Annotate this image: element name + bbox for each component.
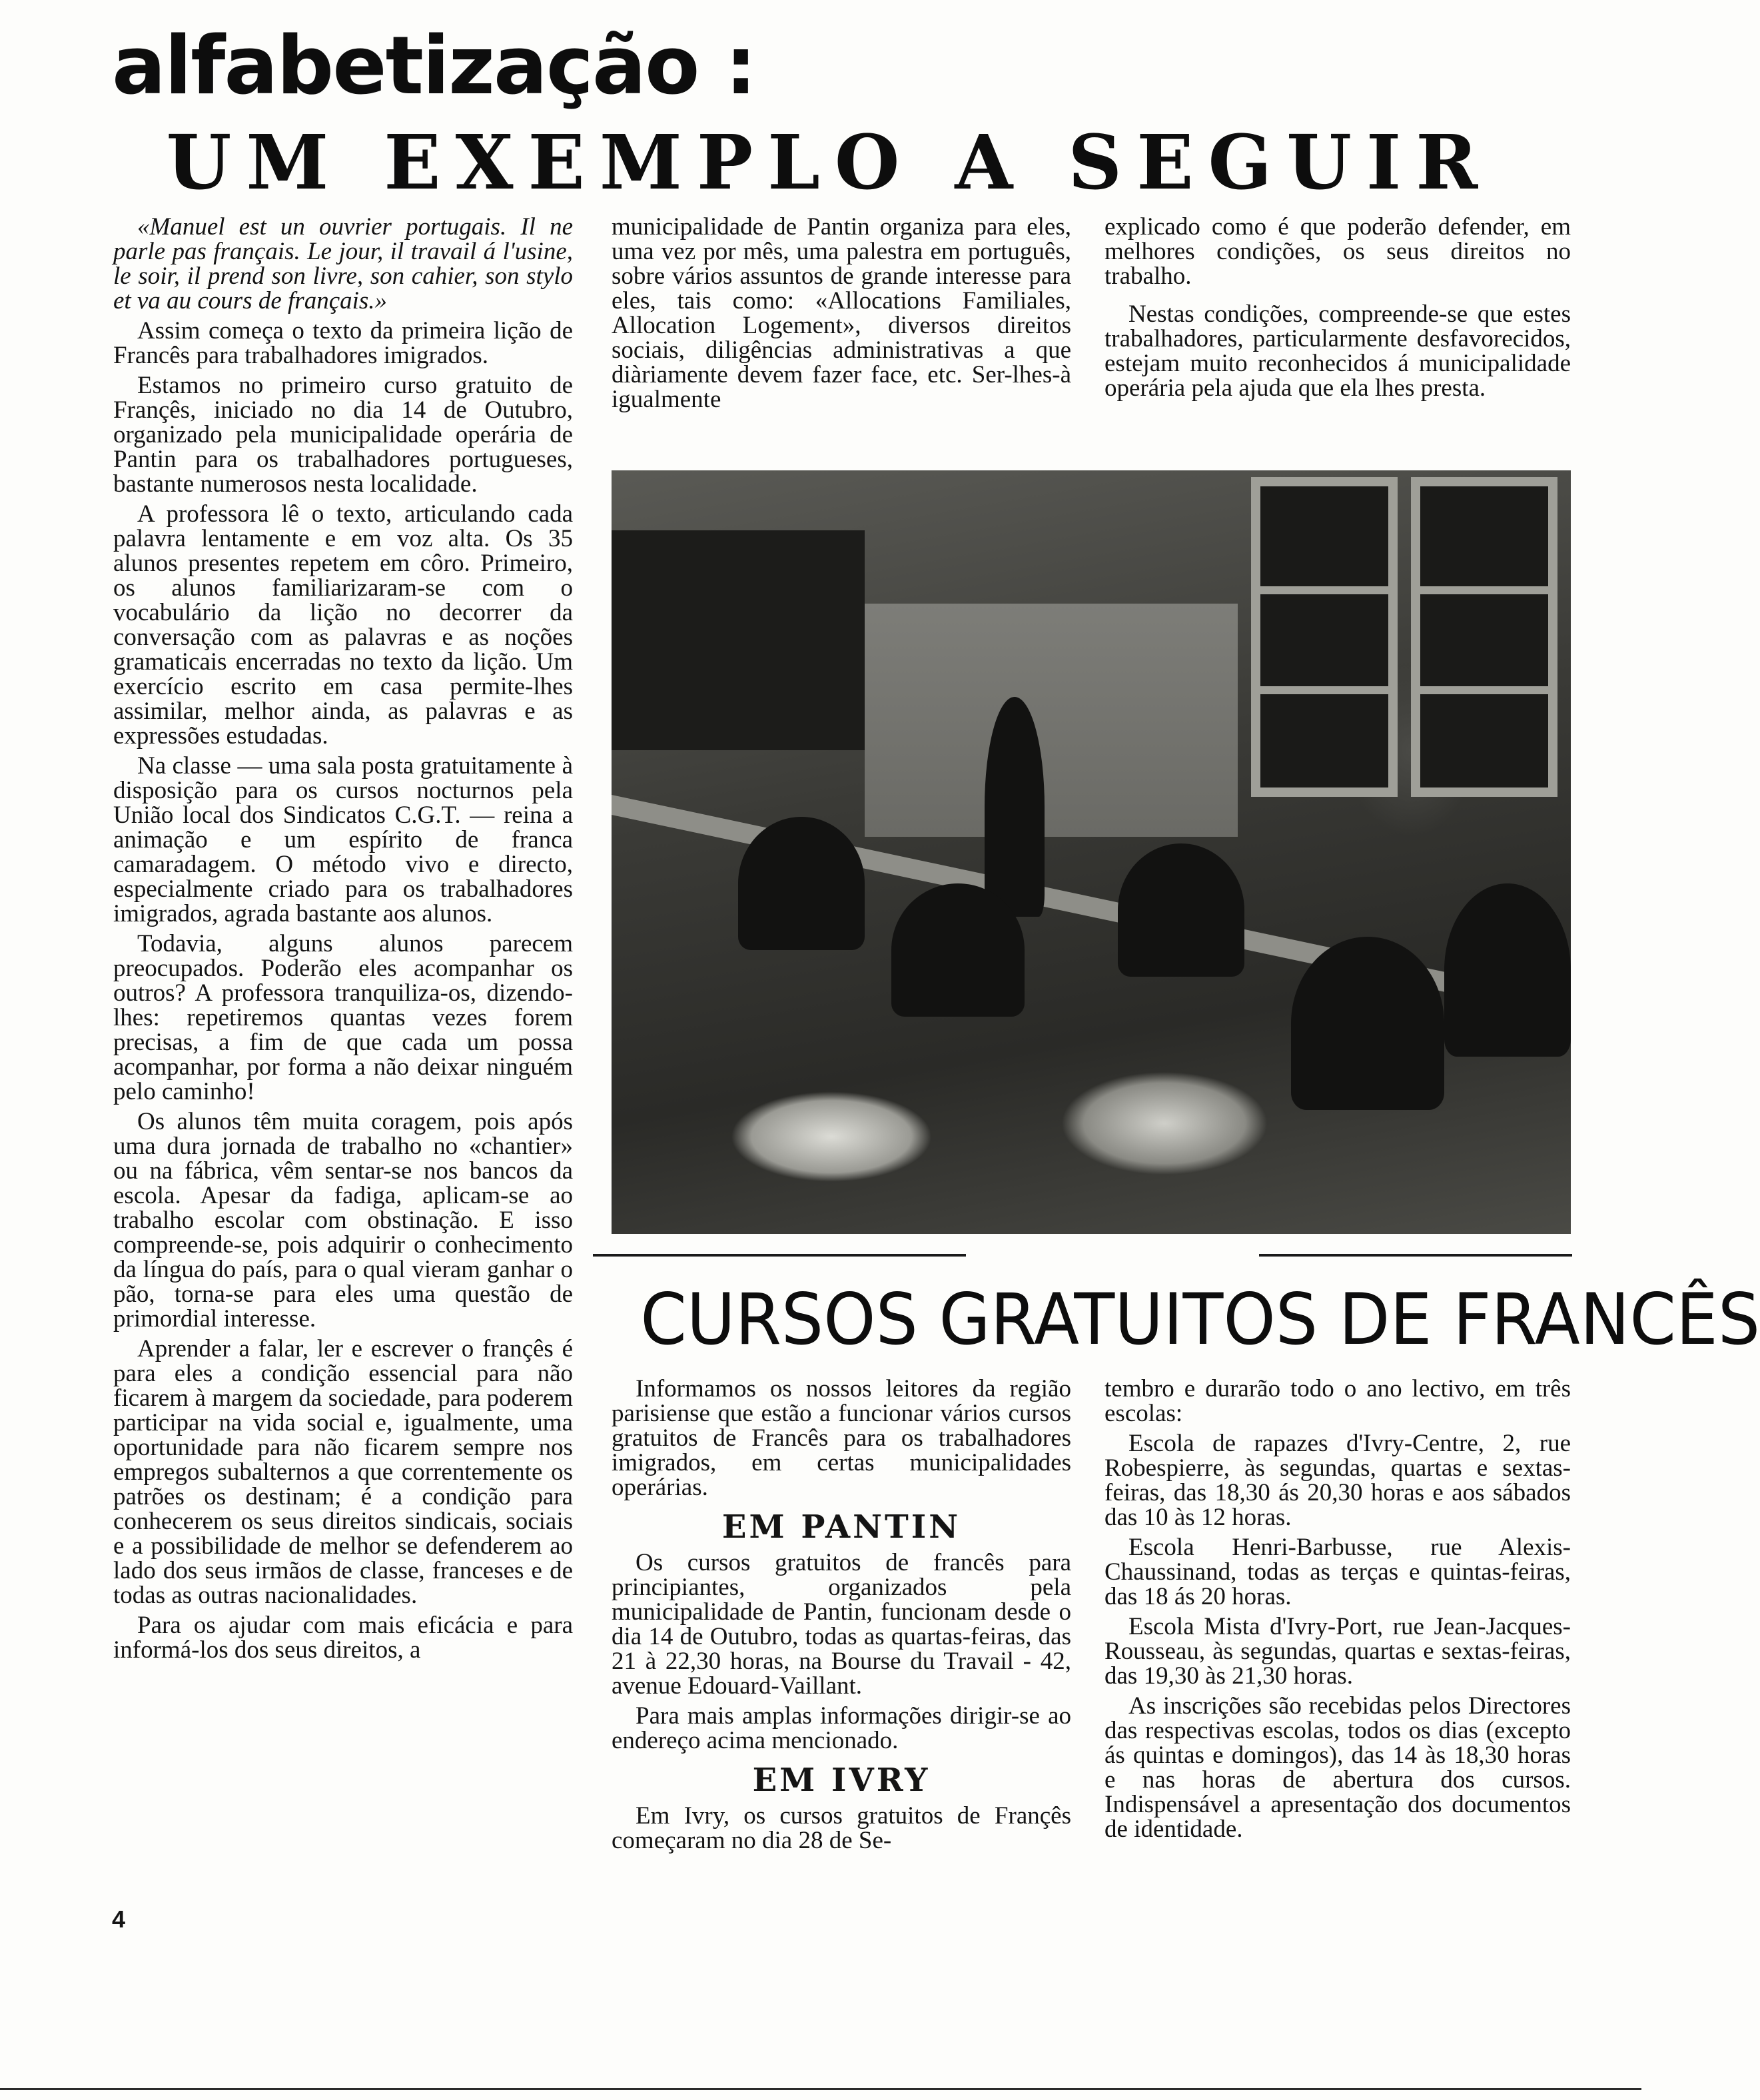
student-figure [891,883,1025,1017]
box-rule-left [593,1254,966,1257]
article-paragraph: explicado como é que poderão defender, em melhores condições, os seus direitos no trabalho. [1104,213,1571,290]
article-paragraph: Todavia, alguns alunos parecem preocupados. Poderão eles acompanhar os outros? A professora tranquiliza-os, dizendo-lhes: repetiremos quantas vezes forem precisas, a fim de que cada um possa acompanhar, por forma a não deixar ninguém pelo caminho! [113,930,573,1105]
article-paragraph: Os alunos têm muita coragem, pois após uma dura jornada de trabalho no «chantier» ou na fábrica, vêm sentar-se nos bancos da escola. Apesar da fadiga, aplicam-se ao trabalho escolar com obstinação. E isso compreende-se, pois adquirir o conhecimento da língua do país, para o qual vieram ganhar o pão, torna-se para eles uma questão de primordial interesse. [113,1108,573,1332]
window [1251,477,1398,797]
article-paragraph: Para os ajudar com mais eficácia e para informá-los dos seus direitos, a [113,1612,573,1664]
box-column-left [612,1376,1071,1858]
blackboard [612,530,865,750]
box-column-right [1104,1376,1571,1847]
student-figure [1444,883,1571,1057]
box-paragraph: Para mais amplas informações dirigir-se ao endereço acima mencionado. [612,1702,1071,1754]
section-head-ivry: EM IVRY [752,1762,931,1799]
article-column-1 [113,215,573,1668]
box-paragraph: Escola Henri-Barbusse, rue Alexis-Chaussinand, todas as terças e quintas-feiras, das 18 ás 20 horas. [1104,1534,1571,1610]
box-paragraph: Escola Mista d'Ivry-Port, rue Jean-Jacques-Rousseau, às segundas, quartas e sextas-feiras, das 19,30 às 21,30 horas. [1104,1613,1571,1690]
box-paragraph: Em Ivry, os cursos gratuitos de Françês começaram no dia 28 de Se- [612,1802,1071,1854]
article-paragraph: Assim começa o texto da primeira lição de Francês para trabalhadores imigrados. [113,317,573,369]
box-intro: Informamos os nossos leitores da região parisiense que estão a funcionar vários cursos gratuitos de Francês para os trabalhadores imigrados, em certas municipalidades operárias. [612,1375,1071,1501]
kicker-title: alfabetização : [112,20,756,113]
teacher-figure [985,697,1045,917]
article-paragraph: «Manuel est un ouvrier portugais. Il ne parle pas français. Le jour, il travail á l'usine, le soir, il prend son livre, son cahier, son stylo et va au cours de français.» [113,213,573,314]
article-paragraph: Nestas condições, compreende-se que estes trabalhadores, particularmente desfavorecidos, estejam muito reconhecidos á municipalidade operária pela ajuda que ela lhes presta. [1104,300,1571,402]
article-paragraph: municipalidade de Pantin organiza para eles, uma vez por mês, uma palestra em português, sobre vários assuntos de grande interesse para eles, tais como: «Allocations Familiales, Allocation Logement», diversos direitos sociais, diligências administrativas a que diàriamente devem fazer face, etc. Ser-lhes-à igualmente [612,213,1071,413]
box-paragraph: As inscrições são recebidas pelos Directores das respectivas escolas, todos os dias (excepto ás quintas e domingos), das 14 às 18,30 horas e nas horas de abertura dos cursos. Indispensável a apresentação dos documentos de identidade. [1104,1692,1571,1843]
box-paragraph: Escola de rapazes d'Ivry-Centre, 2, rue Robespierre, às segundas, quartas e sextas-feiras, das 18,30 ás 20,30 horas e aos sábados das 10 às 12 horas. [1104,1430,1571,1531]
article-paragraph: Estamos no primeiro curso gratuito de Françês, iniciado no dia 14 de Outubro, organizado pela municipalidade operária de Pantin para os trabalhadores portugueses, bastante numerosos nesta localidade. [113,372,573,498]
box-title: CURSOS GRATUITOS DE FRANCÊS [640,1279,1760,1360]
article-paragraph: Aprender a falar, ler e escrever o françês é para eles a condição essencial para não ficarem à margem da sociedade, para poderem participar na vida social e, igualmente, uma oportunidade para não ficarem sempre nos empregos subalternos a que correntemente os patrões os destinam; é a condição para conhecerem os seus direitos sindicais, sociais e a possibilidade de melhor se defenderem ao lado dos seus irmãos de classe, franceses e de todas as outras nacionalidades. [113,1335,573,1609]
article-paragraph: A professora lê o texto, articulando cada palavra lentamente e em voz alta. Os 35 alunos presentes repetem em côro. Primeiro, os alunos familiarizaram-se com o vocabulário da lição no decorrer da conversação com as palavras e as noções gramaticais encerradas no texto da lição. Um exercício escrito em casa permite-lhes assimilar, melhor ainda, as palavras e as expressões estudadas. [113,500,573,750]
article-column-3 [1104,215,1571,406]
window [1411,477,1557,797]
classroom-photo [612,470,1571,1234]
page-number: 4 [112,1905,126,1933]
article-paragraph: Na classe — uma sala posta gratuitamente à disposição para os cursos nocturnos pela União local dos Sindicatos C.G.T. — reina a animação e um espírito de franca camaradagem. O método vivo e directo, especialmente criado para os trabalhadores imigrados, agrada bastante aos alunos. [113,752,573,927]
student-figure [738,817,865,950]
article-column-2 [612,215,1071,417]
box-rule-right [1259,1254,1572,1257]
student-figure [1118,843,1244,977]
student-figure [1291,937,1444,1110]
bottom-rule [0,2088,1641,2090]
box-paragraph: Os cursos gratuitos de francês para principiantes, organizados pela municipalidade de Pantin, funcionam desde o dia 14 de Outubro, todas as quartas-feiras, das 21 à 22,30 horas, na Bourse du Travail - 42, avenue Edouard-Vaillant. [612,1549,1071,1700]
box-paragraph: tembro e durarão todo o ano lectivo, em três escolas: [1104,1375,1571,1427]
wall [865,604,1238,837]
headline: UM EXEMPLO A SEGUIR [166,119,1493,207]
section-head-pantin: EM PANTIN [721,1508,961,1546]
